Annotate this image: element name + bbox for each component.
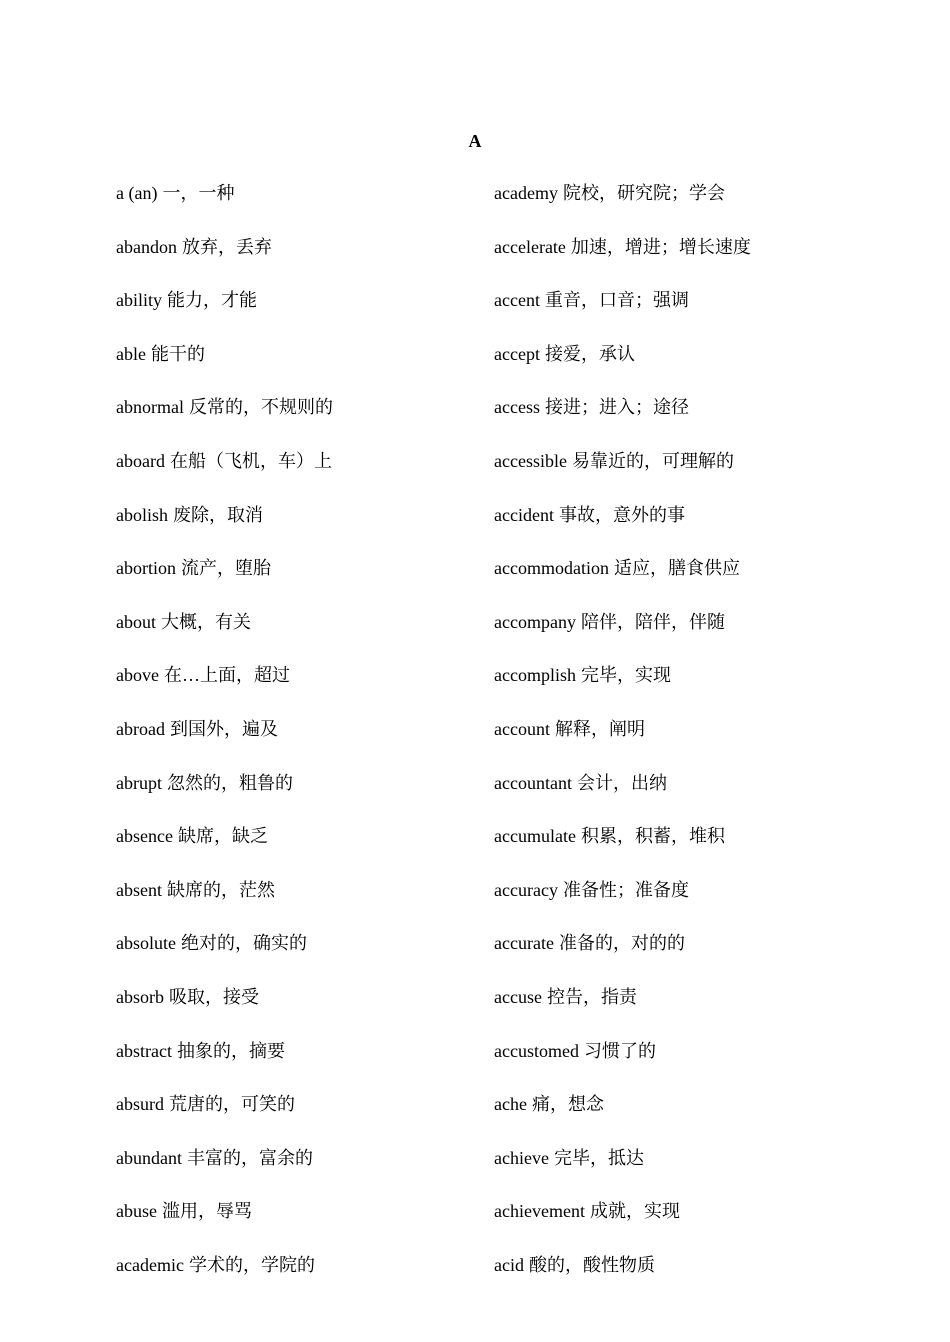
entry-term: accomplish: [494, 665, 576, 686]
vocab-entry: [116, 662, 466, 716]
vocab-entry: [494, 1145, 894, 1199]
vocab-entry: [494, 716, 894, 770]
vocab-entry: [116, 180, 466, 234]
vocab-entry: [116, 234, 466, 288]
entry-term: abuse: [116, 1201, 157, 1222]
vocab-entry: [494, 394, 894, 448]
vocab-entry: [116, 448, 466, 502]
vocab-entry: [494, 823, 894, 877]
entry-meaning: 院校，研究院；学会: [562, 183, 725, 203]
entry-meaning: 缺席，缺乏: [177, 826, 268, 847]
entry-term: accurate: [494, 933, 554, 954]
vocab-entry: [116, 930, 466, 984]
vocab-entry: [494, 930, 894, 984]
entry-term: able: [116, 343, 146, 364]
entry-meaning: 到国外，遍及: [169, 718, 278, 739]
entry-term: acid: [494, 1254, 524, 1275]
vocab-entry: [116, 1198, 466, 1252]
entry-meaning: 加速，增进；增长速度: [570, 236, 751, 257]
entry-meaning: 在船（飞机，车）上: [169, 450, 332, 471]
entry-term: abroad: [116, 718, 165, 739]
entry-meaning: 习惯了的: [583, 1040, 656, 1061]
entry-meaning: 控告，指责: [546, 986, 637, 1007]
vocab-entry: [116, 770, 466, 824]
entry-meaning: 准备的，对的的: [558, 933, 685, 954]
vocab-entry: [494, 770, 894, 824]
entry-term: accommodation: [494, 558, 609, 579]
entry-meaning: 抽象的，摘要: [176, 1040, 285, 1061]
entry-term: absence: [116, 826, 173, 847]
entry-meaning: 滥用，辱骂: [161, 1201, 252, 1222]
entry-term: absent: [116, 879, 162, 900]
entry-meaning: 绝对的，确实的: [181, 933, 307, 954]
entry-meaning: 能干的: [150, 343, 205, 364]
vocab-entry: [494, 1198, 894, 1252]
entry-term: absurd: [116, 1094, 164, 1115]
entry-term: accept: [494, 343, 540, 364]
entry-term: ache: [494, 1094, 527, 1115]
vocab-entry: [494, 341, 894, 395]
entry-meaning: 忽然的，粗鲁的: [166, 772, 293, 793]
vocab-entry: [116, 1038, 466, 1092]
vocab-entry: [116, 984, 466, 1038]
vocab-entry: [116, 341, 466, 395]
vocab-entry: [494, 1252, 894, 1306]
entry-term: about: [116, 611, 156, 632]
entry-term: a (an): [116, 183, 158, 203]
entry-term: abstract: [116, 1040, 172, 1061]
entry-term: accountant: [494, 772, 572, 793]
entry-meaning: 准备性；准备度: [562, 879, 689, 900]
entry-meaning: 痛，想念: [531, 1094, 604, 1115]
entry-term: account: [494, 718, 550, 739]
entry-meaning: 一，一种: [162, 183, 235, 203]
entry-meaning: 完毕，实现: [580, 665, 671, 686]
vocab-entry: [116, 502, 466, 556]
left-column: [116, 180, 466, 1305]
vocab-entry: [116, 1145, 466, 1199]
entry-term: access: [494, 397, 540, 418]
entry-term: accessible: [494, 450, 567, 471]
entry-meaning: 荒唐的，可笑的: [169, 1094, 295, 1115]
entry-meaning: 酸的，酸性物质: [528, 1254, 655, 1275]
vocab-entry: [116, 609, 466, 663]
vocab-entry: [116, 555, 466, 609]
entry-term: abortion: [116, 558, 176, 579]
entry-meaning: 流产，堕胎: [181, 558, 271, 579]
vocab-entry: [494, 287, 894, 341]
vocab-entry: [494, 662, 894, 716]
entry-meaning: 在…上面，超过: [163, 665, 290, 686]
right-column: [494, 180, 894, 1305]
entry-meaning: 学术的，学院的: [188, 1254, 315, 1275]
entry-term: accident: [494, 504, 554, 525]
entry-meaning: 大概，有关: [161, 611, 251, 632]
entry-meaning: 事故，意外的事: [558, 504, 685, 525]
entry-term: achieve: [494, 1147, 549, 1168]
entry-meaning: 接进；进入；途径: [544, 397, 689, 418]
entry-term: accompany: [494, 611, 576, 632]
entry-term: academic: [116, 1254, 184, 1275]
vocab-entry: [494, 180, 894, 234]
entry-meaning: 放弃，丢弃: [181, 236, 272, 257]
entry-meaning: 丰富的，富余的: [186, 1147, 313, 1168]
entry-term: above: [116, 665, 159, 686]
entry-term: accent: [494, 290, 540, 311]
section-heading: A: [468, 131, 482, 151]
entry-meaning: 完毕，抵达: [553, 1147, 644, 1168]
vocab-entry: [116, 877, 466, 931]
entry-term: abolish: [116, 504, 168, 525]
vocab-entry: [494, 448, 894, 502]
entry-meaning: 积累，积蓄，堆积: [580, 826, 725, 847]
entry-term: absorb: [116, 986, 164, 1007]
entry-meaning: 吸取，接受: [169, 986, 259, 1007]
entry-meaning: 能力，才能: [167, 290, 257, 311]
entry-term: ability: [116, 290, 162, 311]
entry-term: achievement: [494, 1201, 585, 1222]
vocab-entry: [116, 394, 466, 448]
entry-meaning: 缺席的，茫然: [166, 879, 275, 900]
entry-meaning: 成就，实现: [589, 1201, 680, 1222]
vocab-entry: [116, 1091, 466, 1145]
entry-term: accumulate: [494, 826, 576, 847]
vocab-entry: [494, 609, 894, 663]
vocab-entry: [116, 287, 466, 341]
entry-meaning: 重音，口音；强调: [544, 290, 689, 311]
entry-term: academy: [494, 183, 558, 203]
vocab-entry: [494, 555, 894, 609]
vocab-entry: [494, 984, 894, 1038]
vocab-entry: [494, 1038, 894, 1092]
entry-term: accustomed: [494, 1040, 579, 1061]
vocab-entry: [494, 1091, 894, 1145]
vocab-entry: [116, 1252, 466, 1306]
entry-meaning: 易靠近的，可理解的: [571, 450, 734, 471]
vocab-entry: [494, 502, 894, 556]
entry-meaning: 会计，出纳: [576, 772, 667, 793]
vocab-entry: [494, 234, 894, 288]
entry-term: abandon: [116, 236, 177, 257]
entry-term: accuracy: [494, 879, 558, 900]
entry-term: abundant: [116, 1147, 182, 1168]
entry-term: aboard: [116, 450, 165, 471]
entry-term: abnormal: [116, 397, 184, 418]
entry-meaning: 反常的，不规则的: [188, 397, 333, 418]
vocab-entry: [116, 823, 466, 877]
entry-meaning: 适应，膳食供应: [613, 558, 740, 579]
entry-meaning: 接爱，承认: [544, 343, 635, 364]
entry-term: accelerate: [494, 236, 566, 257]
entry-meaning: 废除，取消: [173, 504, 263, 525]
vocab-entry: [116, 716, 466, 770]
entry-term: abrupt: [116, 772, 162, 793]
entry-meaning: 解释，阐明: [554, 718, 645, 739]
entry-term: absolute: [116, 933, 176, 954]
entry-term: accuse: [494, 986, 542, 1007]
vocab-entry: [494, 877, 894, 931]
entry-meaning: 陪伴，陪伴，伴随: [580, 611, 725, 632]
